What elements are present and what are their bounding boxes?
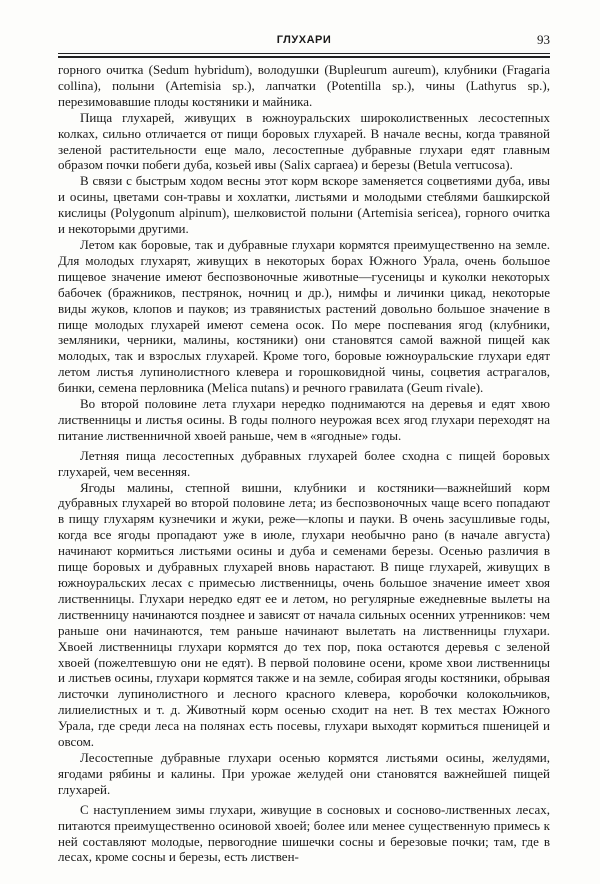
body-text xyxy=(58,62,550,865)
paragraph: В связи с быстрым ходом весны этот корм вскоре заменяется соцветиями дуба, ивы и осины, цветами сон-травы и хохлатки, листьями и молодыми стеблями башкирской кислицы (Polygonum alpinum), шелковистой полыни (Artemisia sericea), горного очитка и некоторыми другими. xyxy=(58,173,550,237)
running-head xyxy=(58,32,550,52)
paragraph: Лесостепные дубравные глухари осенью кормятся листьями осины, желудями, ягодами рябины и калины. При урожае желудей они становятся важнейшей пищей глухарей. xyxy=(58,749,550,797)
paragraph: С наступлением зимы глухари, живущие в сосновых и сосново-лиственных лесах, питаются преимущественно осиновой хвоей; более или менее существенную примесь к ней составляют молодые, первогодние шишечки сосны и березовые почки; там, где в лесах, кроме сосны и березы, есть листвен- xyxy=(58,801,550,865)
paragraph: Во второй половине лета глухари нередко поднимаются на деревья и едят хвою лиственницы и листья осины. В годы полного неурожая всех ягод глухари переходят на питание лиственничной хвоей раньше, чем в «ягодные» годы. xyxy=(58,396,550,443)
paragraph: Пища глухарей, живущих в южноуральских широколиственных лесостепных колках, сильно отличается от пищи боровых глухарей. В начале весны, когда травяной зеленой растительности еще мало, лесостепные дубравные глухари едят главным образом почки побеги дуба, козьей ивы (Salix caprаea) и березы (Betula verrucosa). xyxy=(58,109,550,173)
running-title: ГЛУХАРИ xyxy=(276,34,332,46)
page-number: 93 xyxy=(537,32,550,47)
paragraph: Летняя пища лесостепных дубравных глухарей более сходна с пищей боровых глухарей, чем весенняя. xyxy=(58,447,550,479)
paragraph: Летом как боровые, так и дубравные глухари кормятся преимущественно на земле. Для молодых глухарят, живущих в некоторых борах Южного Урала, очень большое пищевое значение имеют беспозвоночные животные—гусеницы и куколки некоторых бабочек (бражников, пестрянок, ночниц и др.), нимфы и личинки цикад, некоторые виды жуков, клопов и пауков; из травянистых растений довольно большое значение в пище молодых глухарей имеют семена осок. По мере поспевания ягод (клубники, земляники, черники, малины, костяники) они становятся самой важной пищей как молодых, так и взрослых глухарей. Кроме того, боровые южноуральские глухари едят летом листья лупинолистного клевера и горошковидной чины, соцветия астрагалов, бинки, семена перловника (Melica nutans) и речного гравилата (Geum rivale). xyxy=(58,236,550,396)
header-rule-thick xyxy=(58,56,550,58)
paragraph: Ягоды малины, степной вишни, клубники и костяники—важнейший корм дубравных глухарей во второй половине лета; из беспозвоночных чаще всего попадают в пищу глухарям кузнечики и жуки, реже—клопы и пауки. В очень засушливые годы, когда все ягоды пропадают уже в июле, глухари необычно рано (в начале августа) начинают кормиться листьями осины и дуба и семенами березы. Осенью различия в пище боровых и дубравных глухарей вновь нарастают. В пище глухарей, живущих в южноуральских лесах с примесью лиственницы, очень большое значение имеет хвоя лиственницы. Глухари нередко едят ее и летом, но регулярные ежедневные вылеты на лиственницу начинаются позднее и зависят от начала сильных осенних утренников: чем раньше они начинаются, тем раньше начинают вылетать на лиственницы глухари. Хвоей лиственницы глухари кормятся до тех пор, пока остаются деревья с зеленой хвоей (пожелтевшую они не едят). В первой половине осени, кроме хвои лиственницы и листьев осины, глухари кормятся также и на земле, собирая ягоды костяники, обрывая листочки лупинолистного и лесного красного клевера, коробочки колокольчиков, лилиелистных и т. д. Животный корм осенью сходит на нет. В тех местах Южного Урала, где среди леса на полянах есть посевы, глухари выходят кормиться пшеницей и овсом. xyxy=(58,479,550,750)
header-rule-thin xyxy=(58,53,550,54)
paragraph: горного очитка (Sedum hybridum), володушки (Bupleurum aureum), клубники (Fragaria collina), полыни (Artemisia sp.), лапчатки (Potentilla sp.), чины (Lathyrus sp.), перезимовавшие плоды костяники и майника. xyxy=(58,62,550,109)
